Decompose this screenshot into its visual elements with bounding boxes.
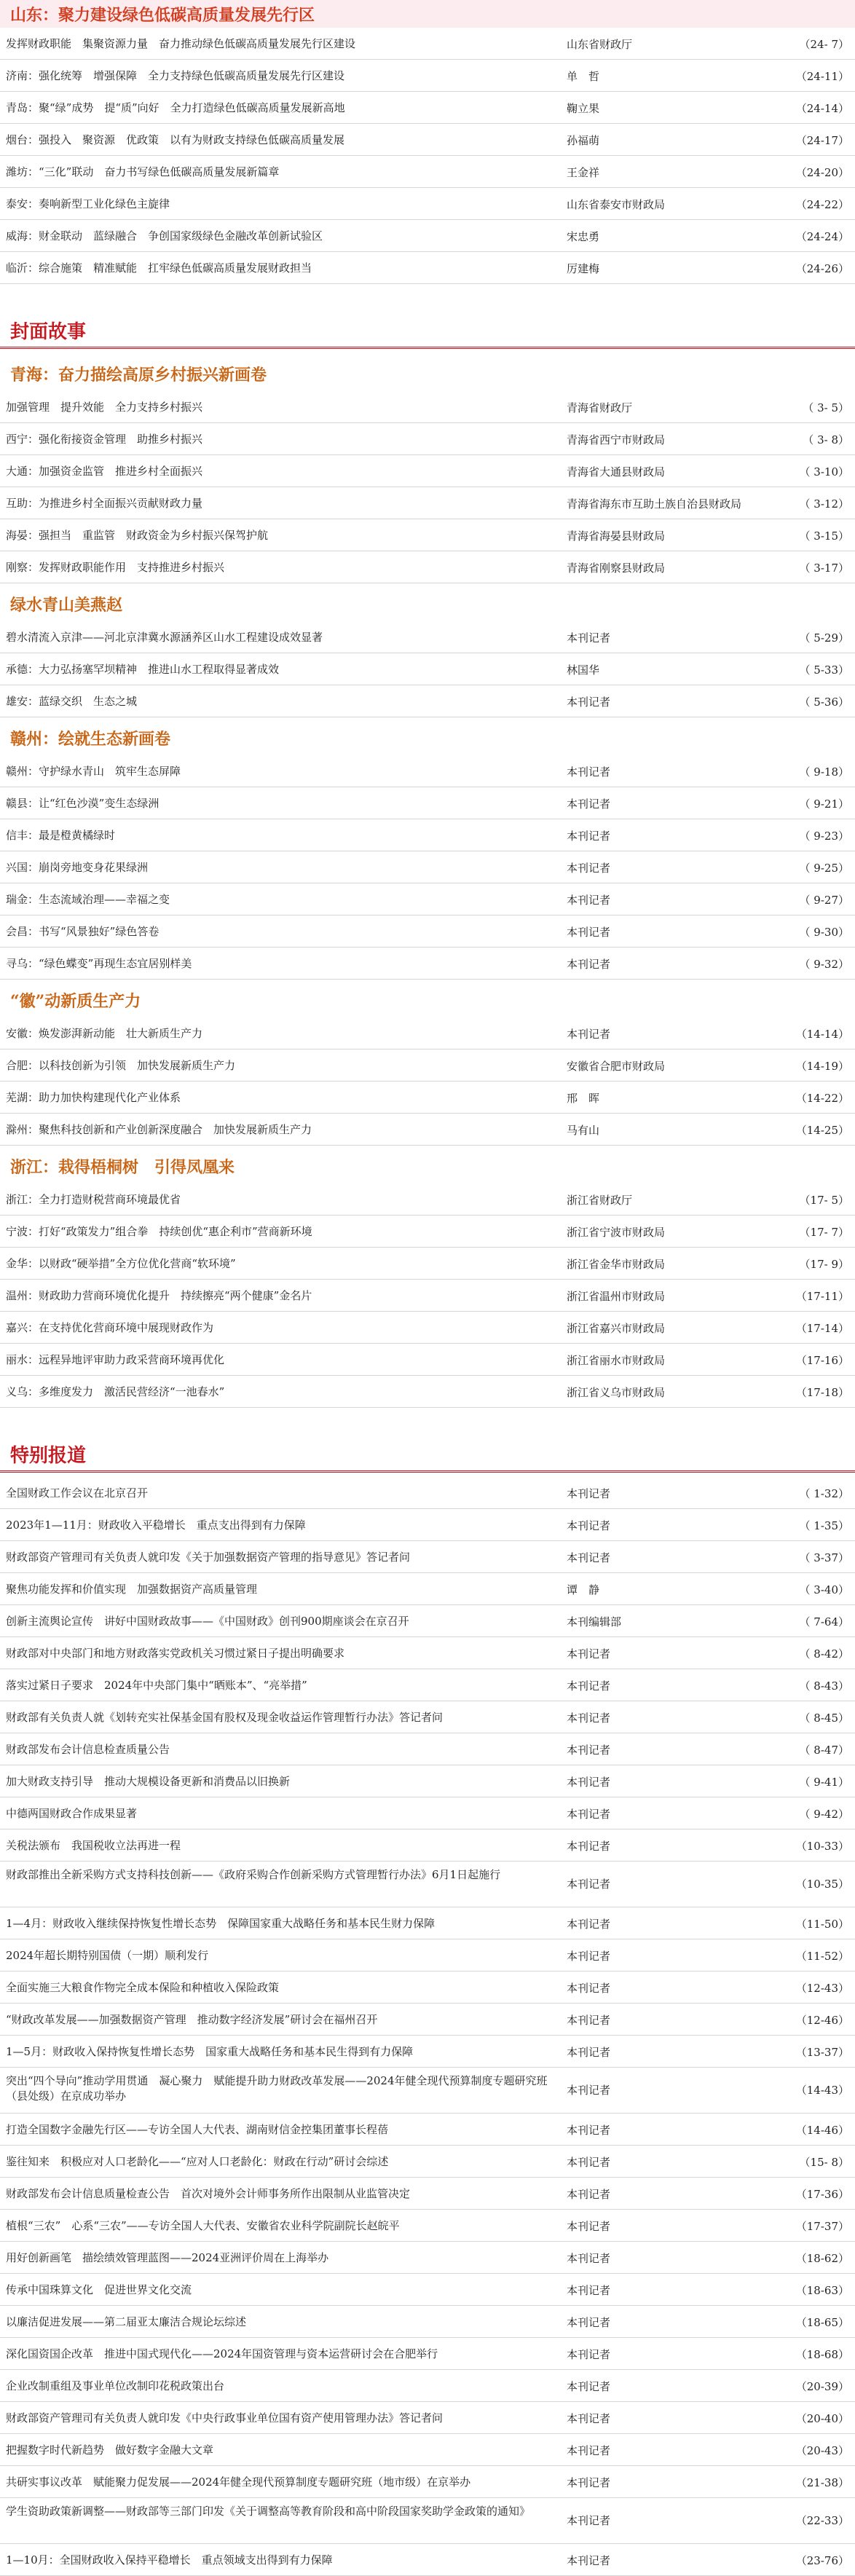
article-title[interactable]: 烟台：强投入 聚资源 优政策 以有为财政支持绿色低碳高质量发展 [6, 133, 345, 146]
issue-page-number: （ 3-10） [799, 465, 849, 478]
article-title[interactable]: 海晏：强担当 重监管 财政资金为乡村振兴保驾护航 [6, 529, 269, 542]
issue-page-number: （18-65） [795, 2316, 849, 2329]
article-title[interactable]: 安徽：焕发澎湃新动能 壮大新质生产力 [6, 1027, 203, 1040]
article-author: 本刊记者 [567, 1519, 611, 1532]
issue-page-number: （ 9-18） [799, 765, 849, 779]
article-title[interactable]: 聚焦功能发挥和价值实现 加强数据资产高质量管理 [6, 1583, 258, 1596]
group-title: “徽”动新质生产力 [10, 992, 141, 1011]
toc-entry[interactable] [0, 487, 855, 519]
toc-entry[interactable] [0, 1862, 855, 1907]
article-author: 本刊记者 [567, 1840, 611, 1853]
article-title[interactable]: 财政部发布会计信息质量检查公告 首次对境外会计师事务所作出限制从业监管决定 [6, 2187, 411, 2200]
toc-entry[interactable] [0, 2498, 855, 2544]
toc-entry[interactable] [0, 2466, 855, 2498]
issue-page-number: （18-68） [795, 2348, 849, 2361]
article-title[interactable]: 传承中国珠算文化 促进世界文化交流 [6, 2283, 192, 2296]
toc-entry[interactable] [0, 1541, 855, 1573]
issue-page-number: （20-43） [795, 2444, 849, 2457]
article-author: 青海省西宁市财政局 [567, 433, 666, 446]
toc-entry[interactable] [0, 1765, 855, 1797]
toc-entry[interactable] [0, 2306, 855, 2338]
article-author: 本刊记者 [567, 2252, 611, 2265]
toc-entry[interactable] [0, 60, 855, 92]
issue-page-number: （14-14） [795, 1028, 849, 1041]
article-author: 本刊记者 [567, 2156, 611, 2169]
toc-entry[interactable] [0, 1907, 855, 1939]
article-title[interactable]: 创新主流舆论宣传 讲好中国财政故事——《中国财政》创刊900期座谈会在京召开 [6, 1615, 409, 1628]
article-author: 本刊记者 [567, 1878, 611, 1891]
toc-entry[interactable] [0, 1477, 855, 1509]
article-author: 本刊记者 [567, 1487, 611, 1500]
article-author: 本刊记者 [567, 1744, 611, 1757]
article-author: 宋忠勇 [567, 230, 600, 243]
group-title: 绿水青山美燕赵 [10, 596, 123, 615]
issue-page-number: （24-26） [795, 262, 849, 275]
issue-page-number: （24-24） [795, 230, 849, 243]
article-title[interactable]: 1—10月：全国财政收入保持平稳增长 重点领域支出得到有力保障 [6, 2553, 333, 2567]
article-title[interactable]: 共研实事议改革 赋能聚力促发展——2024年健全现代预算制度专题研究班（地市级）在京举办 [6, 2475, 471, 2489]
toc-entry[interactable] [0, 1669, 855, 1701]
toc-entry[interactable] [0, 1509, 855, 1541]
issue-page-number: （ 8-47） [799, 1744, 849, 1757]
article-title[interactable]: 义乌：多维度发力 激活民营经济“一池春水” [6, 1385, 225, 1398]
issue-page-number: （20-39） [795, 2380, 849, 2393]
toc-entry[interactable] [0, 1637, 855, 1669]
toc-entry[interactable] [0, 2338, 855, 2370]
article-title[interactable]: 大通：加强资金监管 推进乡村全面振兴 [6, 465, 203, 478]
issue-page-number: （12-43） [795, 1982, 849, 1995]
article-title[interactable]: 中德两国财政合作成果显著 [6, 1807, 138, 1820]
issue-page-number: （24-14） [795, 102, 849, 115]
article-author: 本刊记者 [567, 765, 611, 779]
article-author: 青海省财政厅 [567, 401, 633, 414]
article-author: 本刊记者 [567, 1808, 611, 1821]
article-author: 本刊记者 [567, 631, 611, 645]
article-author: 青海省刚察县财政局 [567, 562, 666, 575]
issue-page-number: （ 3- 8） [803, 433, 849, 446]
article-title[interactable]: 财政部对中央部门和地方财政落实党政机关习惯过紧日子提出明确要求 [6, 1647, 345, 1660]
toc-entry[interactable] [0, 2004, 855, 2036]
group-title: 浙江：栽得梧桐树 引得凤凰来 [10, 1158, 235, 1177]
toc-entry[interactable] [0, 1733, 855, 1765]
article-author: 本刊记者 [567, 2412, 611, 2425]
article-author: 浙江省宁波市财政局 [567, 1226, 666, 1239]
section-spacer [0, 1408, 855, 1427]
toc-entry[interactable] [0, 551, 855, 583]
article-author: 本刊记者 [567, 2316, 611, 2329]
article-author: 本刊记者 [567, 2476, 611, 2489]
article-title[interactable]: 把握数字时代新趋势 做好数字金融大文章 [6, 2443, 214, 2457]
article-title[interactable]: 会昌：书写“风景独好”绿色答卷 [6, 925, 159, 938]
article-title[interactable]: 赣州：守护绿水青山 筑牢生态屏障 [6, 765, 181, 778]
article-author: 本刊记者 [567, 1679, 611, 1693]
article-author: 安徽省合肥市财政局 [567, 1060, 666, 1073]
toc-entry[interactable] [0, 252, 855, 284]
group-title: 赣州：绘就生态新画卷 [10, 730, 171, 749]
issue-page-number: （10-35） [795, 1878, 849, 1891]
article-author: 本刊记者 [567, 1950, 611, 1963]
issue-page-number: （ 9-25） [799, 862, 849, 875]
article-author: 本刊记者 [567, 1712, 611, 1725]
toc-entry[interactable] [0, 1183, 855, 1216]
toc-entry[interactable] [0, 1605, 855, 1637]
article-author: 本刊记者 [567, 2084, 611, 2097]
toc-entry[interactable] [0, 391, 855, 423]
issue-page-number: （14-46） [795, 2124, 849, 2137]
article-title[interactable]: “财政改革发展——加强数据资产管理 推动数字经济发展”研讨会在福州召开 [6, 2013, 378, 2026]
article-author: 青海省大通县财政局 [567, 465, 666, 478]
issue-page-number: （17- 9） [799, 1258, 849, 1271]
issue-page-number: （13-37） [795, 2046, 849, 2059]
toc-entry[interactable] [0, 28, 855, 60]
article-author: 本刊记者 [567, 2284, 611, 2297]
article-title[interactable]: 1—4月：财政收入继续保持恢复性增长态势 保障国家重大战略任务和基本民生财力保障 [6, 1917, 436, 1930]
article-title[interactable]: 丽水：远程异地评审助力政采营商环境再优化 [6, 1353, 225, 1366]
article-title[interactable]: 财政部推出全新采购方式支持科技创新——《政府采购合作创新采购方式管理暂行办法》6月1日起施行 [6, 1868, 501, 1881]
article-author: 本刊编辑部 [567, 1615, 622, 1628]
article-title[interactable]: 雄安：蓝绿交织 生态之城 [6, 695, 138, 708]
toc-entry[interactable] [0, 819, 855, 851]
issue-page-number: （ 9-27） [799, 894, 849, 907]
article-author: 山东省泰安市财政局 [567, 198, 666, 211]
issue-page-number: （24-22） [795, 198, 849, 211]
article-author: 本刊记者 [567, 2380, 611, 2393]
article-title[interactable]: 兴国：崩岗旁地变身花果绿洲 [6, 861, 149, 874]
toc-entry[interactable] [0, 2274, 855, 2306]
toc-entry[interactable] [0, 2036, 855, 2068]
article-title[interactable]: 济南：强化统筹 增强保障 全力支持绿色低碳高质量发展先行区建设 [6, 69, 345, 82]
article-author: 本刊记者 [567, 830, 611, 843]
article-title[interactable]: 财政部有关负责人就《划转充实社保基金国有股权及现金收益运作管理暂行办法》答记者问 [6, 1711, 444, 1724]
article-title[interactable]: 金华：以财政“硬举措”全方位优化营商“软环境” [6, 1257, 236, 1270]
article-title[interactable]: 西宁：强化衔接资金管理 助推乡村振兴 [6, 433, 203, 446]
issue-page-number: （14-43） [795, 2084, 849, 2097]
article-title[interactable]: 财政部资产管理司有关负责人就印发《关于加强数据资产管理的指导意见》答记者问 [6, 1551, 411, 1564]
article-title[interactable]: 加大财政支持引导 推动大规模设备更新和消费品以旧换新 [6, 1775, 291, 1788]
article-title[interactable]: 学生资助政策新调整——财政部等三部门印发《关于调整高等教育阶段和高中阶段国家奖助学金政策的通知》 [6, 2505, 531, 2518]
toc-entry[interactable] [0, 156, 855, 188]
article-author: 本刊记者 [567, 2014, 611, 2027]
toc-entry[interactable] [0, 1082, 855, 1114]
toc-entry[interactable] [0, 124, 855, 156]
article-author: 本刊记者 [567, 1776, 611, 1789]
issue-page-number: （ 1-32） [799, 1487, 849, 1500]
article-title[interactable]: 信丰：最是橙黄橘绿时 [6, 829, 116, 842]
issue-page-number: （17-18） [795, 1386, 849, 1399]
section-spacer [0, 284, 855, 303]
article-title[interactable]: 2024年超长期特别国债（一期）顺利发行 [6, 1949, 209, 1962]
article-title[interactable]: 刚察：发挥财政职能作用 支持推进乡村振兴 [6, 561, 225, 574]
toc-entry[interactable] [0, 653, 855, 685]
article-author: 本刊记者 [567, 2220, 611, 2233]
article-author: 本刊记者 [567, 2124, 611, 2137]
article-title[interactable]: 财政部资产管理司有关负责人就印发《中央行政事业单位国有资产使用管理办法》答记者问 [6, 2411, 444, 2425]
toc-entry[interactable] [0, 2544, 855, 2576]
article-title[interactable]: 芜湖：助力加快构建现代化产业体系 [6, 1091, 181, 1104]
article-author: 本刊记者 [567, 1918, 611, 1931]
issue-page-number: （ 1-35） [799, 1519, 849, 1532]
article-title[interactable]: 温州：财政助力营商环境优化提升 持续擦亮“两个健康”金名片 [6, 1289, 312, 1302]
issue-page-number: （ 3-12） [799, 497, 849, 511]
issue-page-number: （14-25） [795, 1124, 849, 1137]
issue-page-number: （21-38） [795, 2476, 849, 2489]
toc-entry[interactable] [0, 1829, 855, 1862]
toc-entry[interactable] [0, 1312, 855, 1344]
issue-page-number: （24-17） [795, 134, 849, 147]
toc-entry[interactable] [0, 1797, 855, 1829]
issue-page-number: （14-22） [795, 1092, 849, 1105]
group-title: 青海：奋力描绘高原乡村振兴新画卷 [10, 366, 267, 385]
issue-page-number: （ 9-41） [799, 1776, 849, 1789]
issue-page-number: （ 5-29） [799, 631, 849, 645]
article-author: 本刊记者 [567, 2188, 611, 2201]
article-title[interactable]: 嘉兴：在支持优化营商环境中展现财政作为 [6, 1321, 214, 1334]
article-title[interactable]: 互助：为推进乡村全面振兴贡献财政力量 [6, 497, 203, 510]
toc-entry[interactable] [0, 1017, 855, 1049]
toc-entry[interactable] [0, 1216, 855, 1248]
article-author: 本刊记者 [567, 797, 611, 811]
article-title[interactable]: 发挥财政职能 集聚资源力量 奋力推动绿色低碳高质量发展先行区建设 [6, 37, 356, 50]
issue-page-number: （ 9-21） [799, 797, 849, 811]
toc-entry[interactable] [0, 883, 855, 915]
article-title[interactable]: 鉴往知来 积极应对人口老龄化——“应对人口老龄化：财政在行动”研讨会综述 [6, 2155, 389, 2168]
toc-entry[interactable] [0, 2210, 855, 2242]
issue-page-number: （ 5-33） [799, 663, 849, 677]
article-author: 本刊记者 [567, 696, 611, 709]
article-title[interactable]: 全面实施三大粮食作物完全成本保险和种植收入保险政策 [6, 1981, 280, 1994]
article-title[interactable]: 深化国资国企改革 推进中国式现代化——2024年国资管理与资本运营研讨会在合肥举行 [6, 2347, 438, 2360]
issue-page-number: （ 3-17） [799, 562, 849, 575]
issue-page-number: （22-33） [795, 2514, 849, 2527]
toc-entry[interactable] [0, 1280, 855, 1312]
article-author: 谭 静 [567, 1583, 600, 1596]
article-title[interactable]: 1—5月：财政收入保持恢复性增长态势 国家重大战略任务和基本民生得到有力保障 [6, 2045, 414, 2058]
toc-entry[interactable] [0, 915, 855, 948]
article-author: 本刊记者 [567, 862, 611, 875]
issue-page-number: （14-19） [795, 1060, 849, 1073]
issue-page-number: （23-76） [795, 2554, 849, 2567]
group-title: 山东：聚力建设绿色低碳高质量发展先行区 [0, 0, 855, 28]
article-author: 本刊记者 [567, 1028, 611, 1041]
issue-page-number: （17- 7） [799, 1226, 849, 1239]
issue-page-number: （24-11） [795, 70, 849, 83]
section-title: 特别报道 [0, 1427, 855, 1473]
article-title[interactable]: 财政部发布会计信息检查质量公告 [6, 1743, 170, 1756]
article-author: 本刊记者 [567, 1647, 611, 1661]
article-author: 浙江省温州市财政局 [567, 1290, 666, 1303]
issue-page-number: （ 5-36） [799, 696, 849, 709]
article-author: 鞠立果 [567, 102, 600, 115]
issue-page-number: （ 3- 5） [803, 401, 849, 414]
issue-page-number: （ 3-15） [799, 529, 849, 543]
article-author: 本刊记者 [567, 2444, 611, 2457]
issue-page-number: （ 8-42） [799, 1647, 849, 1661]
issue-page-number: （17-11） [795, 1290, 849, 1303]
article-author: 浙江省财政厅 [567, 1194, 633, 1207]
article-author: 浙江省嘉兴市财政局 [567, 1322, 666, 1335]
issue-page-number: （18-63） [795, 2284, 849, 2297]
toc-entry[interactable] [0, 2146, 855, 2178]
issue-page-number: （24- 7） [799, 38, 849, 51]
article-author: 本刊记者 [567, 958, 611, 971]
article-title[interactable]: 滁州：聚焦科技创新和产业创新深度融合 加快发展新质生产力 [6, 1123, 312, 1136]
issue-page-number: （24-20） [795, 166, 849, 179]
article-title[interactable]: 用好创新画笔 描绘绩效管理蓝图——2024亚洲评价周在上海举办 [6, 2251, 329, 2264]
article-title[interactable]: 威海：财金联动 蓝绿融合 争创国家级绿色金融改革创新试验区 [6, 229, 323, 243]
toc-entry[interactable] [0, 1248, 855, 1280]
article-title[interactable]: 临沂：综合施策 精准赋能 扛牢绿色低碳高质量发展财政担当 [6, 261, 312, 275]
toc-entry[interactable] [0, 220, 855, 252]
issue-page-number: （11-50） [795, 1918, 849, 1931]
article-title[interactable]: 潍坊：“三化”联动 奋力书写绿色低碳高质量发展新篇章 [6, 165, 280, 178]
article-title[interactable]: 承德：大力弘扬塞罕坝精神 推进山水工程取得显著成效 [6, 663, 280, 676]
article-author: 王金祥 [567, 166, 600, 179]
article-author: 浙江省义乌市财政局 [567, 1386, 666, 1399]
toc-entry[interactable] [0, 1701, 855, 1733]
article-author: 厉建梅 [567, 262, 600, 275]
article-author: 本刊记者 [567, 2046, 611, 2059]
toc-entry[interactable] [0, 2402, 855, 2434]
issue-page-number: （18-62） [795, 2252, 849, 2265]
issue-page-number: （ 9-30） [799, 926, 849, 939]
article-author: 本刊记者 [567, 2348, 611, 2361]
toc-entry[interactable] [0, 851, 855, 883]
article-author: 本刊记者 [567, 2514, 611, 2527]
article-title[interactable]: 2023年1—11月：财政收入平稳增长 重点支出得到有力保障 [6, 1519, 306, 1532]
issue-page-number: （17-14） [795, 1322, 849, 1335]
article-author: 本刊记者 [567, 894, 611, 907]
article-title[interactable]: 碧水清流入京津——河北京津冀水源涵养区山水工程建设成效显著 [6, 631, 323, 644]
toc-entry[interactable] [0, 787, 855, 819]
article-author: 邢 晖 [567, 1092, 600, 1105]
article-title[interactable]: 寻乌：“绿色蝶变”再现生态宜居别样美 [6, 957, 192, 970]
toc-entry[interactable] [0, 1376, 855, 1408]
toc-entry[interactable] [0, 455, 855, 487]
article-title[interactable]: 青岛：聚“绿”成势 提“质”向好 全力打造绿色低碳高质量发展新高地 [6, 101, 345, 114]
article-title[interactable]: 加强管理 提升效能 全力支持乡村振兴 [6, 401, 203, 414]
issue-page-number: （ 9-42） [799, 1808, 849, 1821]
section-title: 封面故事 [0, 303, 855, 349]
article-author: 山东省财政厅 [567, 38, 633, 51]
issue-page-number: （ 8-45） [799, 1712, 849, 1725]
toc-entry[interactable] [0, 1344, 855, 1376]
article-author: 浙江省金华市财政局 [567, 1258, 666, 1271]
article-title[interactable]: 泰安：奏响新型工业化绿色主旋律 [6, 197, 170, 210]
toc-entry[interactable] [0, 188, 855, 220]
toc-entry[interactable] [0, 1049, 855, 1082]
toc-entry[interactable] [0, 1573, 855, 1605]
article-title[interactable]: 以廉洁促进发展——第二届亚太廉洁合规论坛综述 [6, 2315, 247, 2328]
issue-page-number: （17-36） [795, 2188, 849, 2201]
article-author: 本刊记者 [567, 2554, 611, 2567]
article-title[interactable]: 企业改制重组及事业单位改制印花税政策出台 [6, 2379, 225, 2392]
toc-entry[interactable] [0, 2434, 855, 2466]
issue-page-number: （20-40） [795, 2412, 849, 2425]
article-author: 本刊记者 [567, 1982, 611, 1995]
article-title[interactable]: 瑞金：生态流域治理——幸福之变 [6, 893, 170, 906]
article-title[interactable]: 赣县：让“红色沙漠”变生态绿洲 [6, 797, 159, 810]
issue-page-number: （17- 5） [799, 1194, 849, 1207]
issue-page-number: （ 7-64） [799, 1615, 849, 1628]
toc-entry[interactable] [0, 755, 855, 787]
toc-entry[interactable] [0, 621, 855, 653]
toc-entry[interactable] [0, 1972, 855, 2004]
article-title[interactable]: 落实过紧日子要求 2024年中央部门集中“晒账本”、“亮举措” [6, 1679, 307, 1692]
article-title[interactable]: 全国财政工作会议在北京召开 [6, 1486, 149, 1500]
issue-page-number: （10-33） [795, 1840, 849, 1853]
toc-entry[interactable] [0, 423, 855, 455]
article-author: 青海省海东市互助土族自治县财政局 [567, 497, 742, 511]
article-author: 浙江省丽水市财政局 [567, 1354, 666, 1367]
toc-entry[interactable] [0, 2242, 855, 2274]
article-author: 青海省海晏县财政局 [567, 529, 666, 543]
article-title[interactable]: 植根“三农” 心系“三农”——专访全国人大代表、安徽省农业科学院副院长赵皖平 [6, 2219, 400, 2232]
issue-page-number: （ 3-40） [799, 1583, 849, 1596]
article-title[interactable]: 宁波：打好“政策发力”组合拳 持续创优“惠企利市”营商新环境 [6, 1225, 312, 1238]
issue-page-number: （ 9-23） [799, 830, 849, 843]
article-author: 林国华 [567, 663, 600, 677]
article-author: 马有山 [567, 1124, 600, 1137]
toc-entry[interactable] [0, 519, 855, 551]
toc-entry[interactable] [0, 948, 855, 980]
issue-page-number: （ 8-43） [799, 1679, 849, 1693]
issue-page-number: （15- 8） [799, 2156, 849, 2169]
issue-page-number: （12-46） [795, 2014, 849, 2027]
article-title[interactable]: 浙江：全力打造财税营商环境最优省 [6, 1193, 181, 1206]
toc-entry[interactable] [0, 2068, 855, 2114]
toc-entry[interactable] [0, 92, 855, 124]
issue-page-number: （ 3-37） [799, 1551, 849, 1564]
toc-entry[interactable] [0, 685, 855, 717]
article-author: 孙福萌 [567, 134, 600, 147]
article-title[interactable]: 打造全国数字金融先行区——专访全国人大代表、湖南财信金控集团董事长程蓓 [6, 2123, 389, 2136]
article-title[interactable]: 合肥：以科技创新为引领 加快发展新质生产力 [6, 1059, 236, 1072]
article-author: 本刊记者 [567, 926, 611, 939]
toc-entry[interactable] [0, 2114, 855, 2146]
toc-entry[interactable] [0, 2370, 855, 2402]
toc-entry[interactable] [0, 2178, 855, 2210]
issue-page-number: （ 9-32） [799, 958, 849, 971]
issue-page-number: （17-37） [795, 2220, 849, 2233]
article-author: 本刊记者 [567, 1551, 611, 1564]
issue-page-number: （17-16） [795, 1354, 849, 1367]
toc-entry[interactable] [0, 1939, 855, 1972]
toc-entry[interactable] [0, 1114, 855, 1146]
article-author: 单 哲 [567, 70, 600, 83]
article-title[interactable]: 关税法颁布 我国税收立法再进一程 [6, 1839, 181, 1852]
article-title[interactable]: 突出“四个导向”推动学用贯通 凝心聚力 赋能提升助力财政改革发展——2024年健全现代预算制度专题研究班（县处级）在京成功举办 [6, 2074, 548, 2103]
issue-page-number: （11-52） [795, 1950, 849, 1963]
